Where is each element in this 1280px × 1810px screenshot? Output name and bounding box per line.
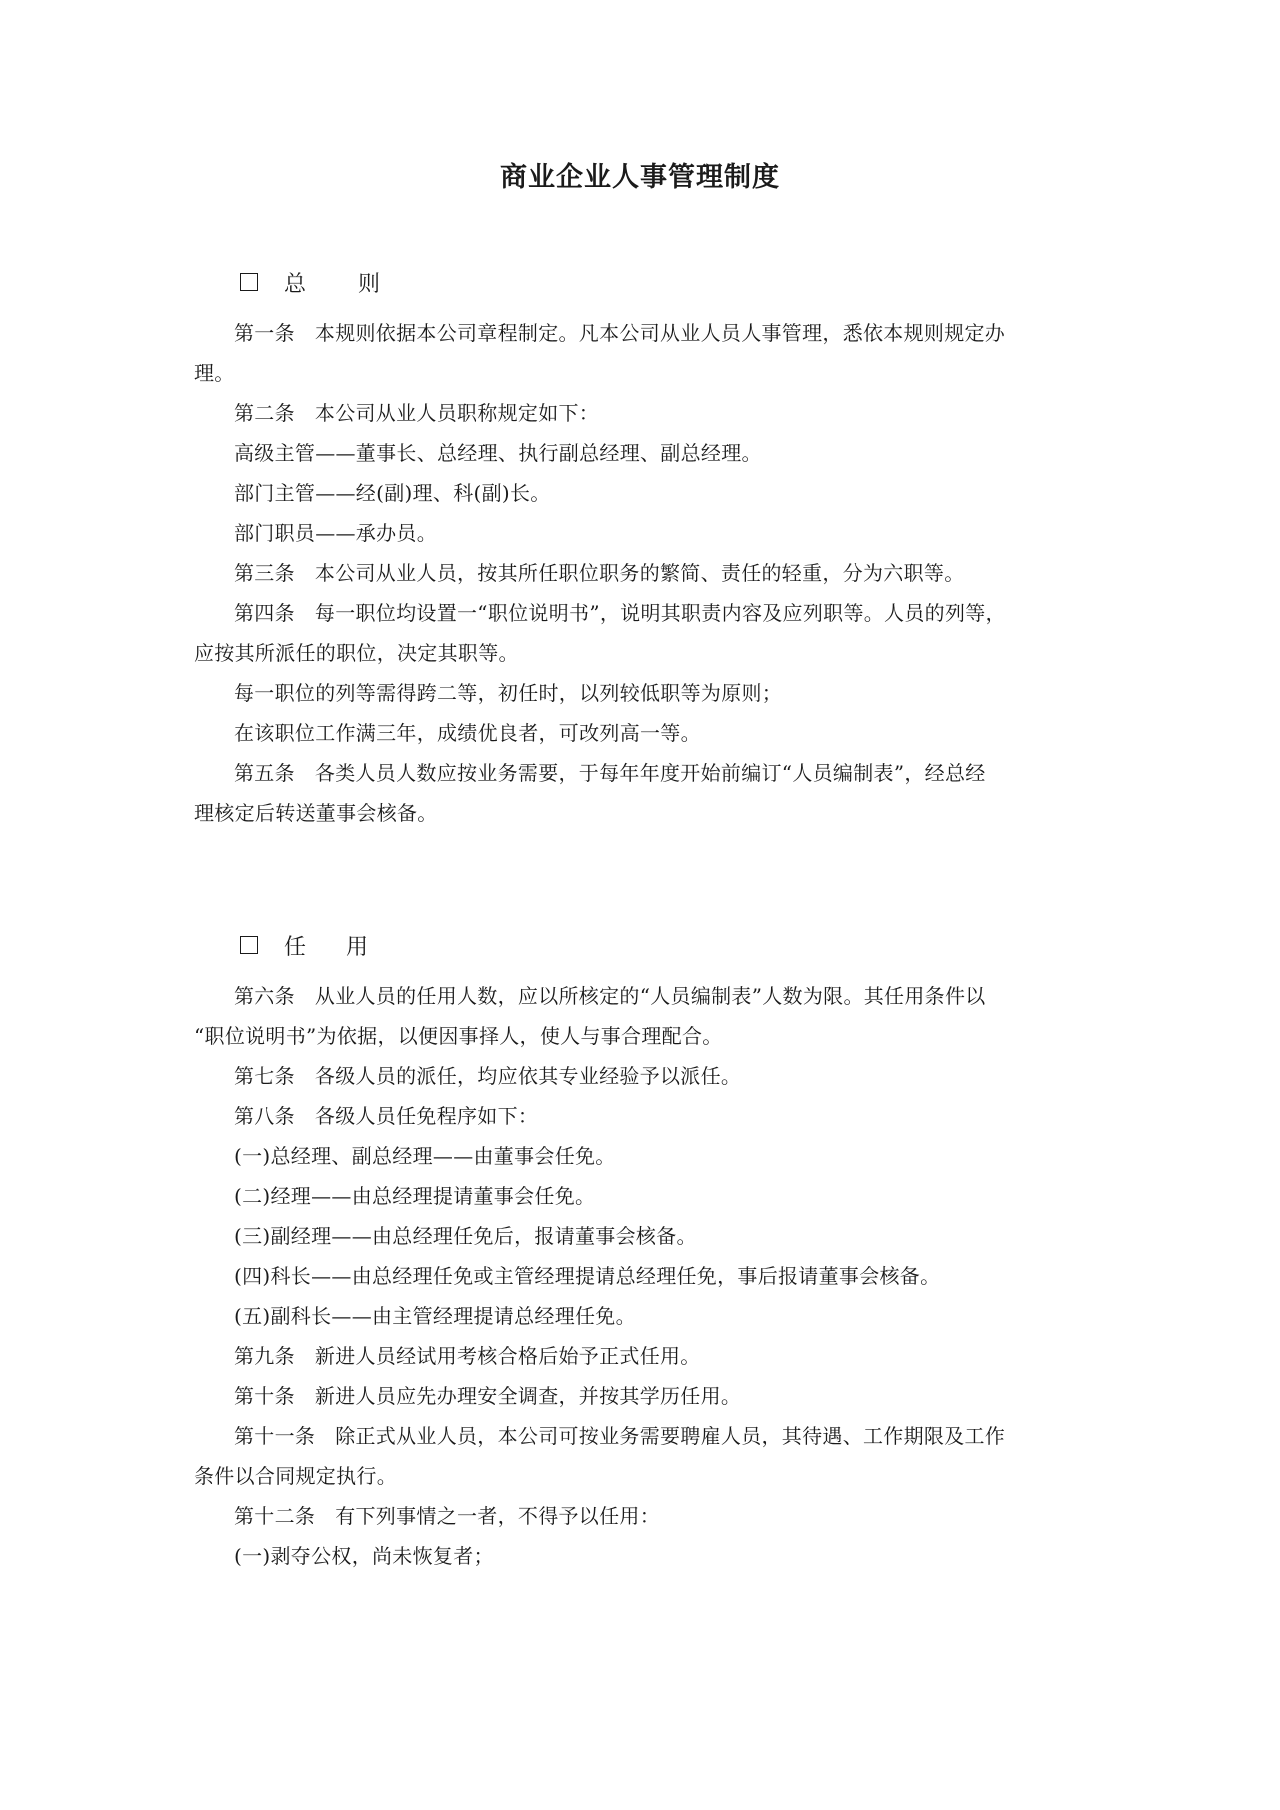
article-number: 第四条 [234,601,295,625]
article-number: 第十条 [234,1384,295,1408]
article-text: 本公司从业人员，按其所任职位职务的繁简、责任的轻重，分为六职等。 [314,561,965,585]
article-text: 新进人员经试用考核合格后始予正式任用。 [314,1344,701,1368]
article-paragraph [194,1336,1094,1376]
article-continuation: “职位说明书”为依据，以便因事择人，使人与事合理配合。 [194,1024,723,1048]
section-body-appointment [194,976,1094,1576]
article-paragraph [194,1416,1094,1456]
section-heading-appointment [240,930,368,960]
article-text: 本规则依据本公司章程制定。凡本公司从业人员人事管理，悉依本规则规定办 [314,321,1006,345]
article-paragraph [194,553,1094,593]
heading-char: 任 [284,934,307,960]
article-paragraph [194,593,1094,633]
article-text: 各类人员人数应按业务需要，于每年年度开始前编订“人员编制表”，经总经 [314,761,986,785]
clause-line: 每一职位的列等需得跨二等，初任时，以列较低职等为原则； [234,681,783,705]
article-number: 第十一条 [234,1424,316,1448]
article-text: 新进人员应先办理安全调查，并按其学历任用。 [314,1384,742,1408]
article-paragraph [194,976,1094,1016]
article-number: 第七条 [234,1064,295,1088]
article-continuation: 应按其所派任的职位，决定其职等。 [194,641,519,665]
article-continuation: 理。 [194,361,235,385]
page-title: 商业企业人事管理制度 [500,162,780,193]
article-text: 各级人员的派任，均应依其专业经验予以派任。 [314,1064,742,1088]
article-number: 第三条 [234,561,295,585]
clause-line: 部门主管——经(副)理、科(副)长。 [234,481,551,505]
article-paragraph [194,753,1094,793]
article-number: 第二条 [234,401,295,425]
article-text: 有下列事情之一者，不得予以任用： [335,1504,661,1528]
section-heading-general [240,267,380,297]
article-number: 第六条 [234,984,295,1008]
article-number: 第九条 [234,1344,295,1368]
clause-line: 部门职员——承办员。 [234,521,437,545]
checkbox-square-icon [240,273,258,291]
section-body-general [194,313,1094,833]
clause-line: (二)经理——由总经理提请董事会任免。 [234,1184,596,1208]
article-paragraph [194,1056,1094,1096]
heading-char: 则 [358,271,381,297]
clause-line: (一)总经理、副总经理——由董事会任免。 [234,1144,616,1168]
article-number: 第一条 [234,321,295,345]
heading-char: 总 [284,271,307,297]
article-text: 每一职位均设置一“职位说明书”，说明其职责内容及应列职等。人员的列等， [314,601,1006,625]
article-paragraph [194,1376,1094,1416]
article-text: 除正式从业人员，本公司可按业务需要聘雇人员，其待遇、工作期限及工作 [335,1424,1006,1448]
clause-line: (三)副经理——由总经理任免后，报请董事会核备。 [234,1224,697,1248]
clause-line: 在该职位工作满三年，成绩优良者，可改列高一等。 [234,721,701,745]
article-continuation: 理核定后转送董事会核备。 [194,801,438,825]
article-paragraph [194,393,1094,433]
clause-line: (四)科长——由总经理任免或主管经理提请总经理任免，事后报请董事会核备。 [234,1264,941,1288]
article-paragraph [194,313,1094,353]
checkbox-square-icon [240,936,258,954]
article-number: 第五条 [234,761,295,785]
clause-line: 高级主管——董事长、总经理、执行副总经理、副总经理。 [234,441,762,465]
article-text: 本公司从业人员职称规定如下： [314,401,600,425]
article-paragraph [194,1496,1094,1536]
article-continuation: 条件以合同规定执行。 [194,1464,397,1488]
article-number: 第八条 [234,1104,295,1128]
article-paragraph [194,1096,1094,1136]
article-text: 各级人员任免程序如下： [314,1104,539,1128]
article-number: 第十二条 [234,1504,316,1528]
clause-line: (五)副科长——由主管经理提请总经理任免。 [234,1304,636,1328]
article-text: 从业人员的任用人数，应以所核定的“人员编制表”人数为限。其任用条件以 [314,984,986,1008]
heading-char: 用 [346,934,369,960]
clause-line: (一)剥夺公权，尚未恢复者； [234,1544,494,1568]
